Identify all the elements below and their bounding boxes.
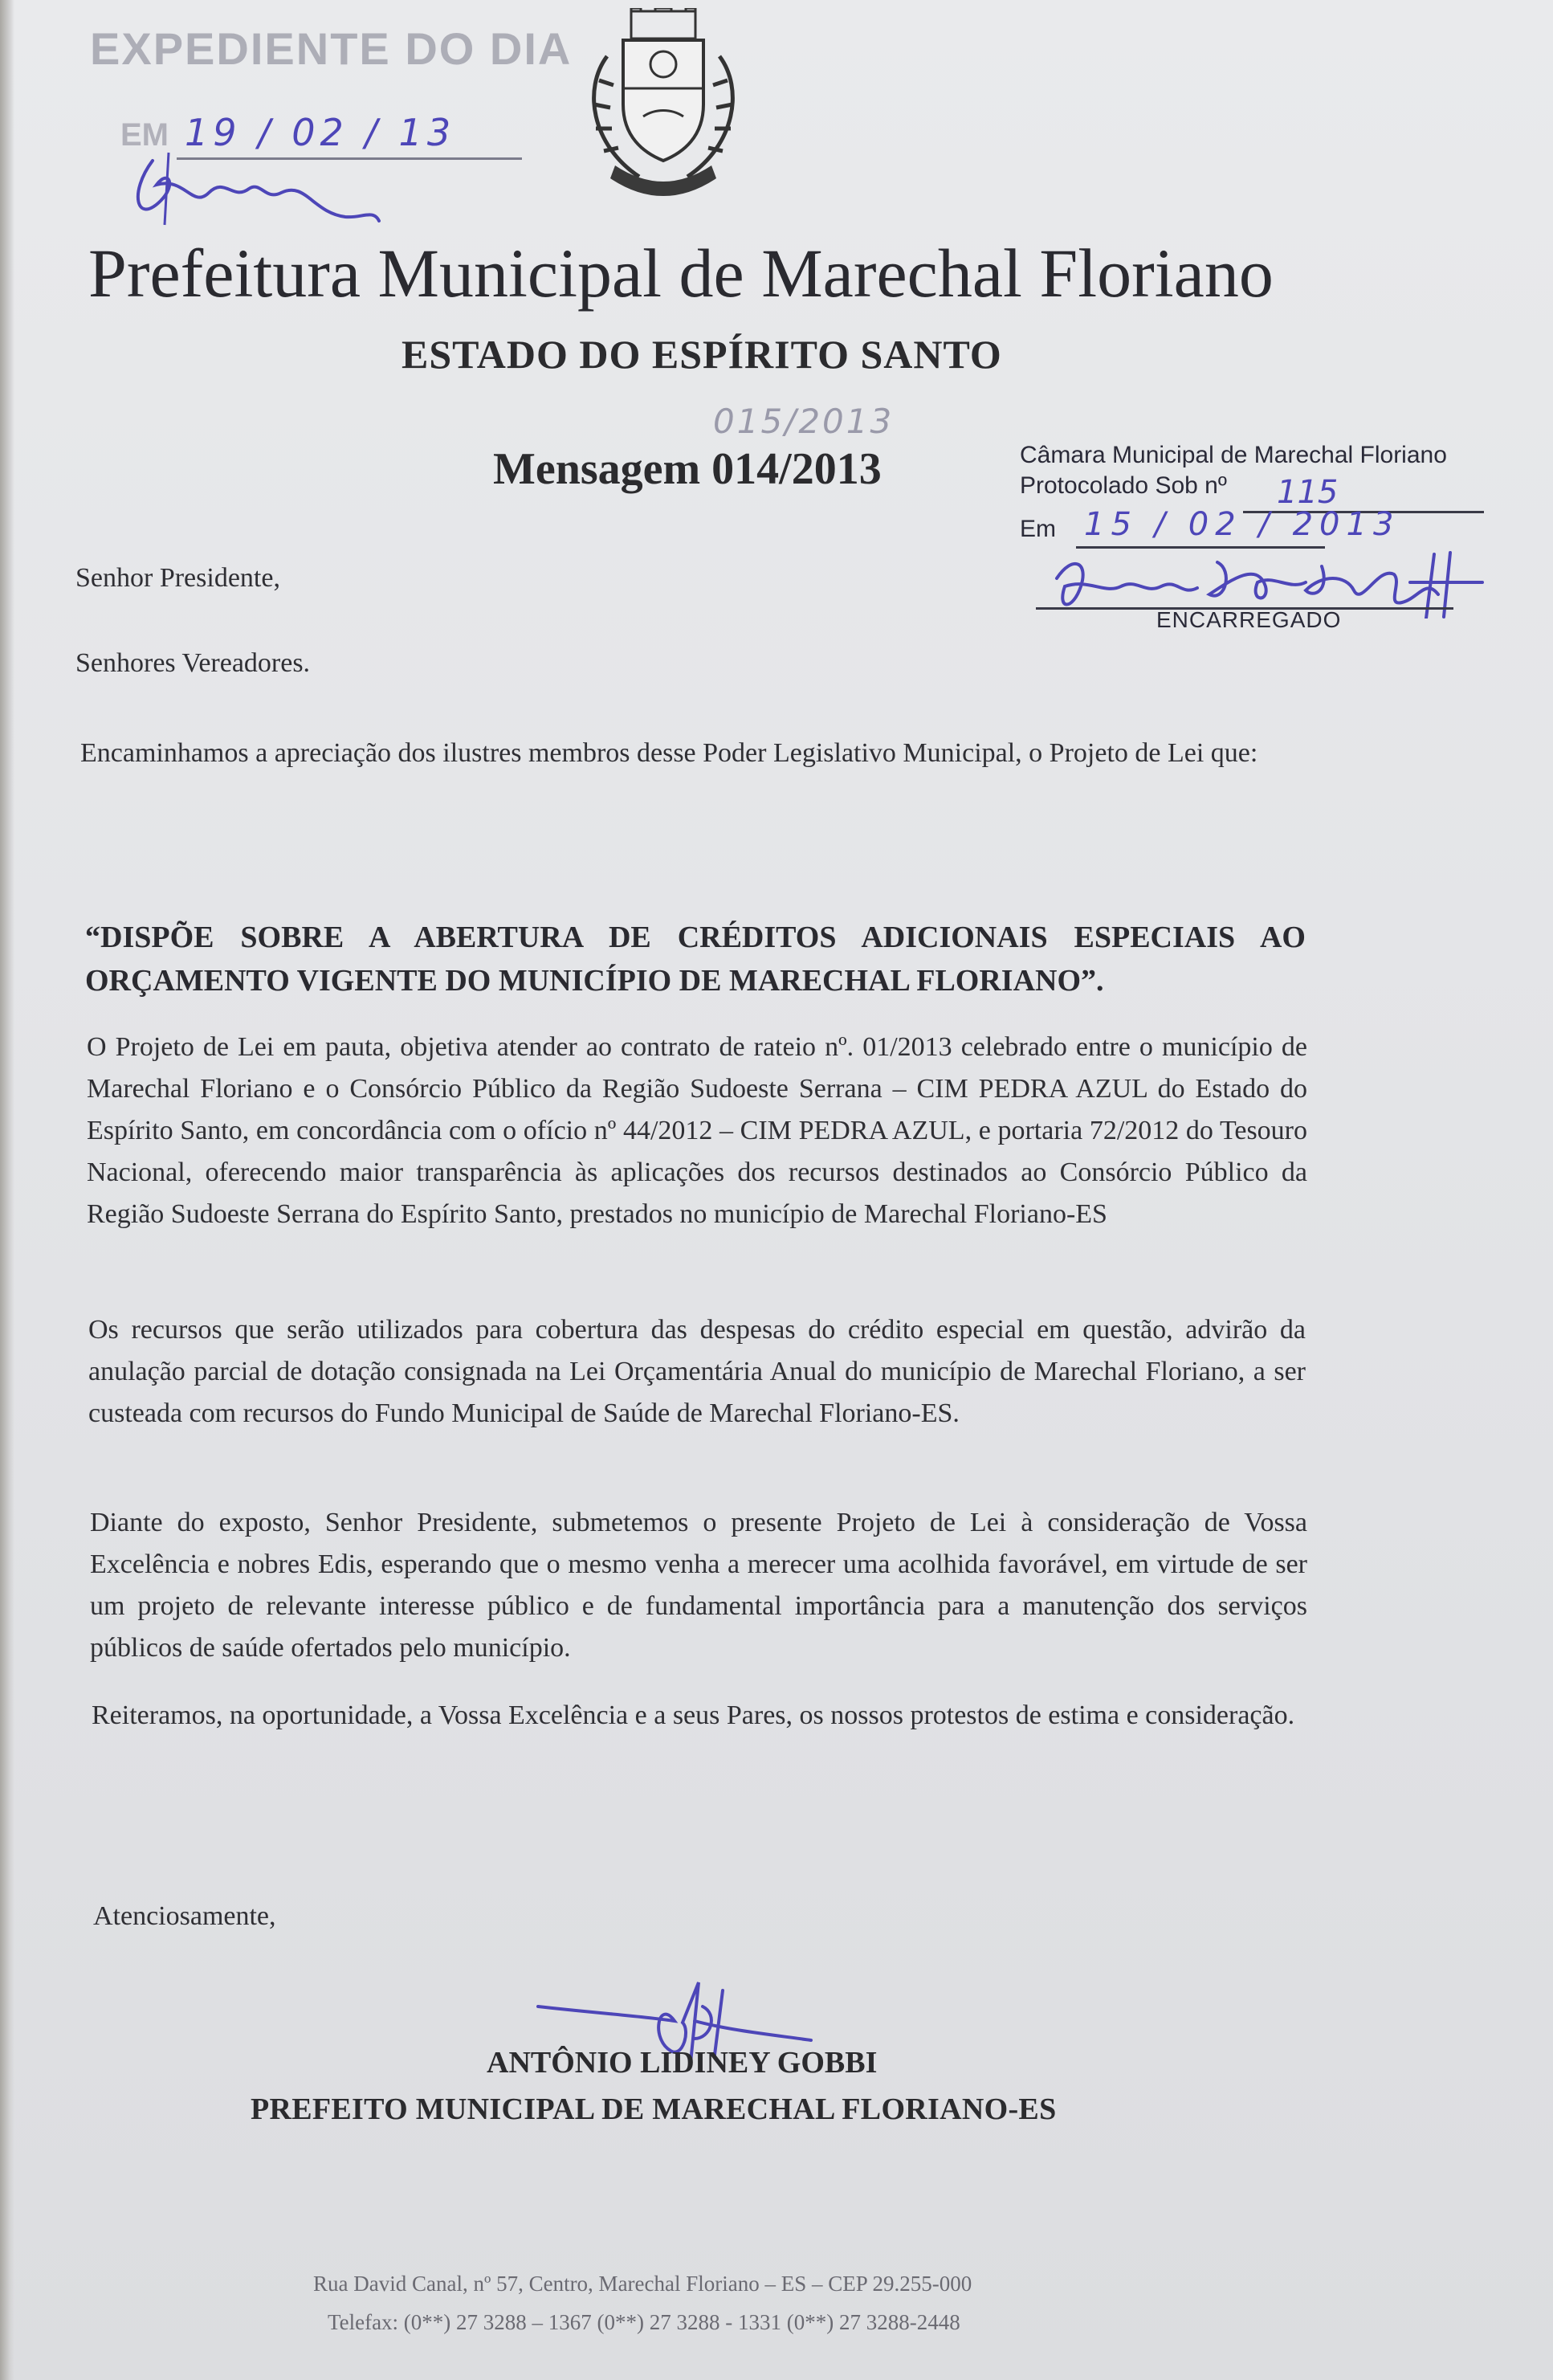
coat-of-arms-icon <box>575 8 752 201</box>
closing: Atenciosamente, <box>93 1901 276 1931</box>
signatory-title: PREFEITO MUNICIPAL DE MARECHAL FLORIANO-ES <box>251 2092 1057 2126</box>
salutation-president: Senhor Presidente, <box>75 563 280 593</box>
message-number: Mensagem 014/2013 <box>493 444 882 494</box>
intro-paragraph: Encaminhamos a apreciação dos ilustres membros desse Poder Legislativo Municipal, o Projeto de Lei que: <box>80 738 1258 768</box>
body-paragraph-1: O Projeto de Lei em pauta, objetiva atender ao contrato de rateio nº. 01/2013 celebrado entre o município de Marechal Floriano e o Consórcio Público da Região Sudoeste Serrana – CIM PEDRA AZUL do Estado do Espírito Santo, em concordância com o ofício nº 44/2012 – CIM PEDRA AZUL, e portaria 72/2012 do Tesouro Nacional, oferecendo maior transparência às aplicações dos recursos destinados ao Consórcio Público da Região Sudoeste Serrana do Espírito Santo, prestados no município de Marechal Floriano-ES <box>87 1032 1307 1229</box>
clerk-role: ENCARREGADO <box>1156 607 1342 632</box>
signatory-name: ANTÔNIO LIDINEY GOBBI <box>487 2046 878 2080</box>
bill-headline: “DISPÕE SOBRE A ABERTURA DE CRÉDITOS ADICIONAIS ESPECIAIS AO ORÇAMENTO VIGENTE DO MUNICÍPIO DE MARECHAL FLORIANO”. <box>85 921 1306 998</box>
protocol-stamp <box>1020 442 1518 643</box>
stamp-em-label: EM <box>120 117 169 153</box>
page-edge-shadow <box>0 0 14 2380</box>
body-paragraph-2: Os recursos que serão utilizados para cobertura das despesas do crédito especial em questão, advirão da anulação parcial de dotação consignada na Lei Orçamentária Anual do município de Marechal Floriano, a ser custeada com recursos do Fundo Municipal de Saúde de Marechal Floriano-ES. <box>88 1315 1306 1428</box>
handwritten-number: 015/2013 <box>713 402 895 441</box>
protocol-label: Protocolado Sob nº <box>1020 472 1227 499</box>
footer-phone: Telefax: (0**) 27 3288 – 1367 (0**) 27 3288 - 1331 (0**) 27 3288-2448 <box>328 2310 960 2334</box>
protocol-number: 115 <box>1277 474 1339 511</box>
protocol-date-label: Em <box>1020 516 1056 542</box>
salutation-councillors: Senhores Vereadores. <box>75 648 311 678</box>
organization-title: Prefeitura Municipal de Marechal Floriano <box>88 235 1274 312</box>
stamp-date-value: 19 / 02 / 13 <box>185 111 456 154</box>
protocol-date: 15 / 02 / 2013 <box>1084 506 1400 543</box>
state-name: ESTADO DO ESPÍRITO SANTO <box>401 332 1002 377</box>
receiver-signature-icon <box>120 145 385 233</box>
expediente-stamp-title: EXPEDIENTE DO DIA <box>90 23 573 74</box>
body-paragraph-3: Diante do exposto, Senhor Presidente, submetemos o presente Projeto de Lei à consideração de Vossa Excelência e nobres Edis, esperando que o mesmo venha a merecer uma acolhida favorável, em virtude de ser um projeto de relevante interesse público e de fundamental importância para a manutenção dos serviços públicos de saúde ofertados pelo município. <box>90 1508 1307 1663</box>
protocol-stamp-title: Câmara Municipal de Marechal Floriano <box>1020 442 1447 468</box>
footer-address: Rua David Canal, nº 57, Centro, Marechal Floriano – ES – CEP 29.255-000 <box>313 2272 972 2296</box>
body-paragraph-4: Reiteramos, na oportunidade, a Vossa Excelência e a seus Pares, os nossos protestos de estima e consideração. <box>92 1700 1295 1730</box>
